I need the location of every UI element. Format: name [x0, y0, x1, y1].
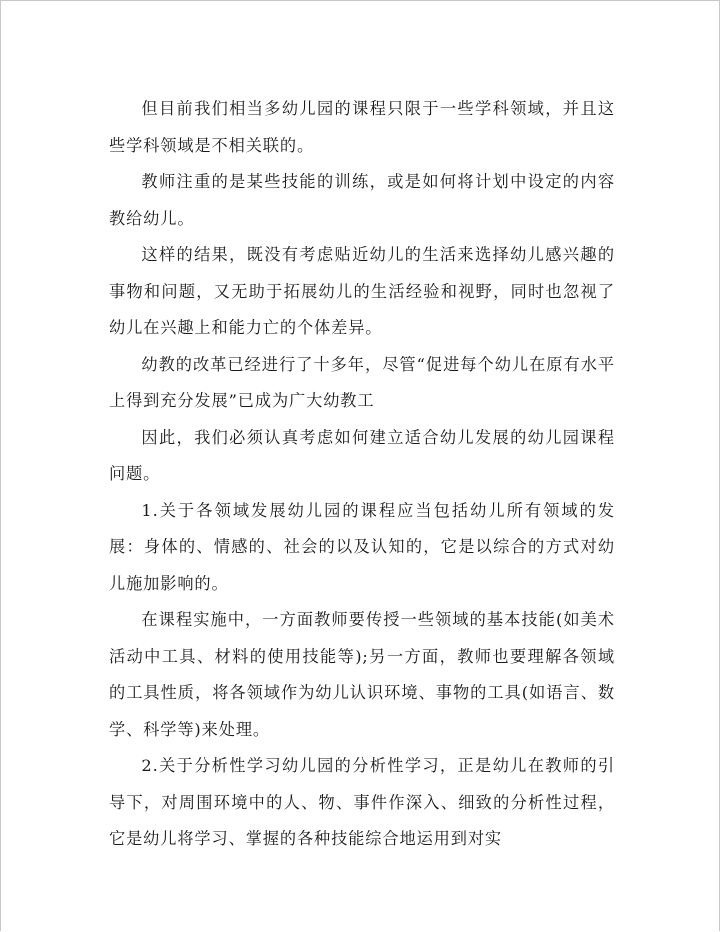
paragraph-7: 在课程实施中，一方面教师要传授一些领域的基本技能(如美术活动中工具、材料的使用技能等);另一方面，教师也要理解各领域的工具性质，将各领域作为幼儿认识环境、事物的工具(如语言、数学、科学等)来处理。 — [109, 610, 615, 739]
paragraph-8: 2.关于分析性学习幼儿园的分析性学习，正是幼儿在教师的引导下，对周围环境中的人、物、事件作深入、细致的分析性过程，它是幼儿将学习、掌握的各种技能综合地运用到对实 — [109, 756, 615, 848]
paragraph-2: 教师注重的是某些技能的训练，或是如何将计划中设定的内容教给幼儿。 — [109, 172, 615, 228]
paragraph-3: 这样的结果，既没有考虑贴近幼儿的生活来选择幼儿感兴趣的事物和问题，又无助于拓展幼儿的生活经验和视野，同时也忽视了幼儿在兴趣上和能力亡的个体差异。 — [109, 245, 615, 337]
document-body — [109, 91, 615, 858]
paragraph-5: 因此，我们必须认真考虑如何建立适合幼儿发展的幼儿园课程问题。 — [109, 427, 615, 483]
paragraph-4: 幼教的改革已经进行了十多年，尽管“促进每个幼儿在原有水平上得到充分发展”已成为广大幼教工 — [109, 354, 615, 410]
paragraph-6: 1.关于各领域发展幼儿园的课程应当包括幼儿所有领域的发展：身体的、情感的、社会的以及认知的，它是以综合的方式对幼儿施加影响的。 — [109, 500, 615, 593]
paragraph-1: 但目前我们相当多幼儿园的课程只限于一些学科领域，并且这些学科领域是不相关联的。 — [109, 99, 615, 155]
